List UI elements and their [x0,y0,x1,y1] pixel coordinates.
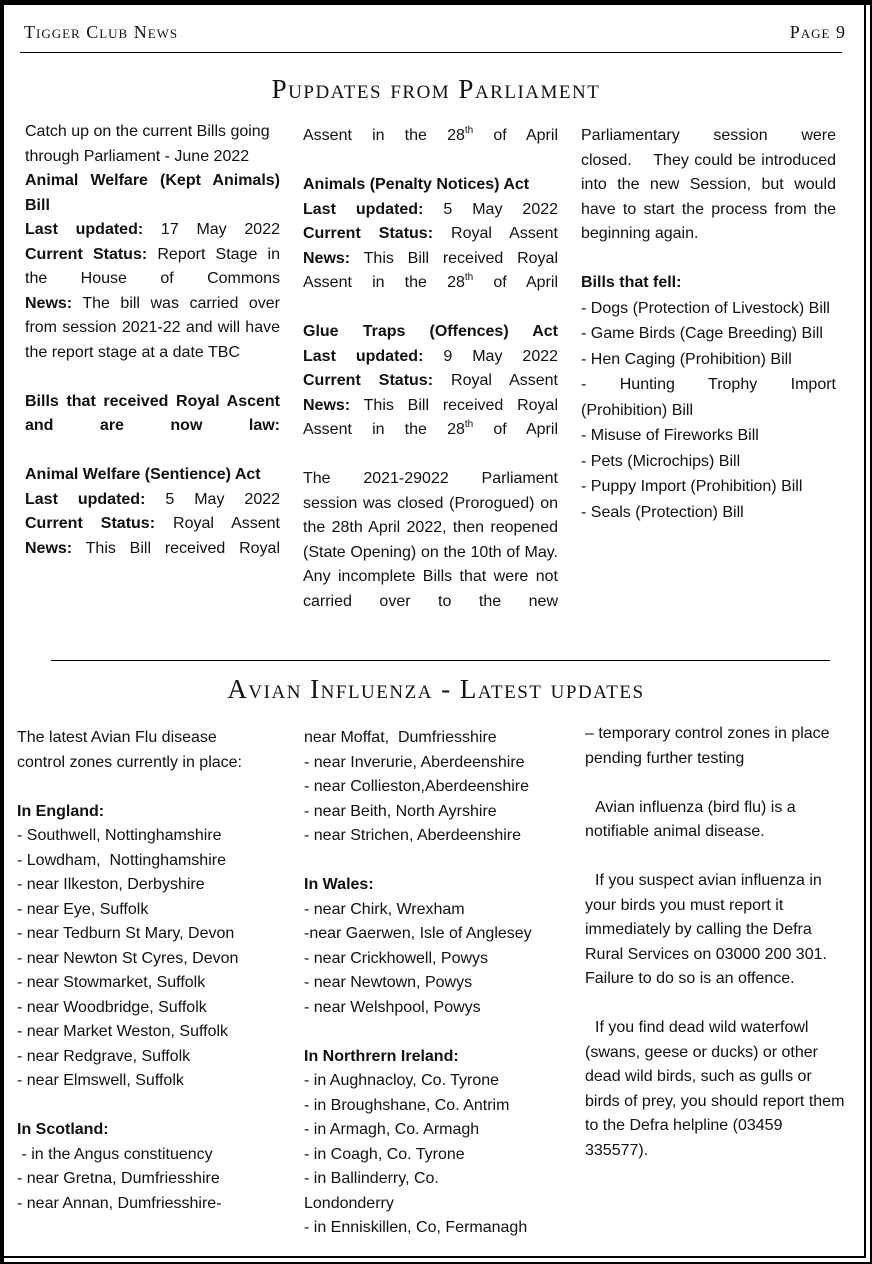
list-item: - in Enniskillen, Co, Fermanagh [304,1219,528,1236]
list-item: - near Newtown, Powys [304,974,473,991]
scotland-list-continued [304,726,569,849]
list-item: - near Collieston,Aberdeenshire [304,778,530,795]
bill-title: Animal Welfare (Kept Animals) Bill [25,172,280,214]
bills-fell-list [581,296,836,526]
list-item: - Southwell, Nottinghamshire [17,827,222,844]
scotland-heading: In Scotland: [17,1121,109,1138]
list-item: - near Strichen, Aberdeenshire [304,827,522,844]
england-heading: In England: [17,802,105,820]
list-item: - in Aughnacloy, Co. Tyrone [304,1072,500,1089]
act-title: Animal Welfare (Sentience) Act [25,466,261,483]
list-item: - Pets (Microchips) Bill [581,452,741,470]
list-item: - near Eye, Suffolk [17,900,149,918]
list-item: - in Coagh, Co. Tyrone [304,1145,465,1163]
list-item: - near Inverurie, Aberdeenshire [304,753,525,771]
list-item: - Game Birds (Cage Breeding) Bill [581,325,823,342]
act-penalty-notices: Animals (Penalty Notices) Act Last updated: 5 May 2022 Current Status: Royal Assent News: This Bill received Royal Assent in the 28th of April [303,176,559,291]
status-value: Report Stage in the House of Commons [25,245,280,287]
act-sentience-news-continued: Assent in the 28th of April [303,125,558,144]
list-item: - near Crickhowell, Powys [304,949,489,967]
list-item: - in Broughshane, Co. Antrim [304,1096,510,1114]
list-item: - in Ballinderry, Co. Londonderry [304,1170,439,1212]
suspect-note [585,869,843,967]
list-item: - Lowdham, Nottinghamshire [17,851,226,869]
last-updated-value: 5 May 2022 [443,200,559,218]
act-title: Animals (Penalty Notices) Act [303,176,530,193]
last-updated-label: Last updated: [303,200,424,218]
last-updated-value: 9 May 2022 [443,347,559,365]
session-note-part-1: The 2021-29022 Parliament session was closed (Prorogued) on the 28th April 2022, then reopened (State Opening) on the 10th of May. Any incomplete Bills that were not carried over to the new [303,470,558,610]
list-item: - near Newton St Cyres, Devon [17,949,239,967]
last-updated-label: Last updated: [25,221,144,238]
status-label: Current Status: [303,372,434,389]
status-value: Royal Assent [451,372,558,389]
offence-note: Failure to do so is an offence. [585,970,795,987]
list-item: - Puppy Import (Prohibition) Bill [581,478,803,495]
status-label: Current Status: [25,245,148,263]
suspect-text: If you suspect avian influenza in your birds you must report it immediately by calling the Defra Rural Services on 03000 200 301. [585,872,827,963]
list-item: - near Beith, North Ayrshire [304,802,497,820]
wales-heading: In Wales: [304,876,374,893]
session-note-part-2: Parliamentary session were closed. They could be introduced into the new Session, but would have to start the process from the beginning again. [581,127,836,242]
list-item: - near Market Weston, Suffolk [17,1023,229,1040]
news-value: The bill was carried over from session 2021-22 and will have the report stage at a date TBC [25,294,280,361]
status-label: Current Status: [303,225,434,242]
parliament-column-1 [25,120,280,561]
parliament-column-2 [303,124,558,614]
header-rule [20,52,842,53]
list-item: - near Chirk, Wrexham [304,900,465,918]
notifiable-note [585,796,825,845]
page-number: Page 9 [789,21,846,42]
list-item: - Hunting Trophy Import (Prohibition) Bill [581,376,836,419]
last-updated-label: Last updated: [25,490,146,508]
dead-birds-note [585,1016,847,1163]
news-label: News: [303,249,351,267]
avian-column-3 [585,722,847,1163]
act-title: Glue Traps (Offences) Act [303,323,558,340]
list-item: - Hen Caging (Prohibition) Bill [581,350,792,368]
scotland-list [17,1143,287,1217]
border-inner-right [864,4,866,1256]
act-sentience: Animal Welfare (Sentience) Act Last updated: 5 May 2022 Current Status: Royal Assent News: This Bill received Royal [25,466,281,557]
news-label: News: [303,396,351,414]
avian-column-2 [304,726,569,1241]
news-label: News: [25,539,73,557]
status-label: Current Status: [25,515,156,532]
list-item: - near Stowmarket, Suffolk [17,974,206,991]
list-item: - near Woodbridge, Suffolk [17,998,207,1016]
list-item: - Seals (Protection) Bill [581,503,744,521]
publication-name: Tigger Club News [24,21,179,42]
parliament-column-3 [581,124,836,525]
act-glue-traps: Glue Traps (Offences) Act Last updated: 9 May 2022 Current Status: Royal Assent News: This Bill received Royal Assent in the 28th of April [303,323,559,438]
wales-list [304,898,569,1021]
notifiable-text: Avian influenza (bird flu) is a notifiable animal disease. [585,798,796,840]
royal-assent-heading: Bills that received Royal Ascent and are now law: [25,392,280,434]
news-label: News: [25,294,73,312]
england-list [17,824,287,1094]
avian-title: Avian Influenza - Latest updates [227,674,645,704]
running-header [24,20,846,44]
list-item: - near Welshpool, Powys [304,998,481,1016]
list-item: - near Elmswell, Suffolk [17,1072,184,1089]
northern-ireland-heading: In Northrern Ireland: [304,1047,459,1065]
list-item: - near Ilkeston, Derbyshire [17,876,205,893]
last-updated-value: 5 May 2022 [165,490,281,508]
temporary-zones-note: – temporary control zones in place pending further testing [585,725,830,767]
parliament-intro: Catch up on the current Bills going through Parliament - June 2022 [25,123,270,165]
list-item: -near Gaerwen, Isle of Anglesey [304,925,532,942]
list-item: - near Annan, Dumfriesshire- [17,1194,222,1212]
bill-kept-animals [25,169,280,365]
list-item: - near Gretna, Dumfriesshire [17,1170,220,1187]
list-item: - in Armagh, Co. Armagh [304,1121,480,1138]
status-value: Royal Assent [173,515,280,532]
list-item: near Moffat, Dumfriesshire [304,729,497,746]
status-value: Royal Assent [451,225,558,242]
list-item: - Dogs (Protection of Livestock) Bill [581,299,830,317]
dead-birds-text: If you find dead wild waterfowl (swans, geese or ducks) or other dead wild birds, such as gulls or birds of prey, you should report them to the Defra helpline (03459 335577). [585,1019,845,1159]
border-inner-bottom [4,1256,866,1258]
list-item: - Misuse of Fireworks Bill [581,427,759,444]
last-updated-label: Last updated: [303,347,424,365]
parliament-title: Pupdates from Parliament [271,74,601,104]
section-divider [51,660,830,661]
list-item: - near Tedburn St Mary, Devon [17,925,235,942]
northern-ireland-list [304,1069,569,1241]
last-updated-value: 17 May 2022 [160,221,280,238]
bills-fell-heading: Bills that fell: [581,274,682,291]
list-item: - in the Angus constituency [17,1145,213,1163]
avian-intro: The latest Avian Flu disease control zones currently in place: [17,729,242,771]
avian-column-1 [17,726,287,1216]
list-item: - near Redgrave, Suffolk [17,1047,191,1065]
